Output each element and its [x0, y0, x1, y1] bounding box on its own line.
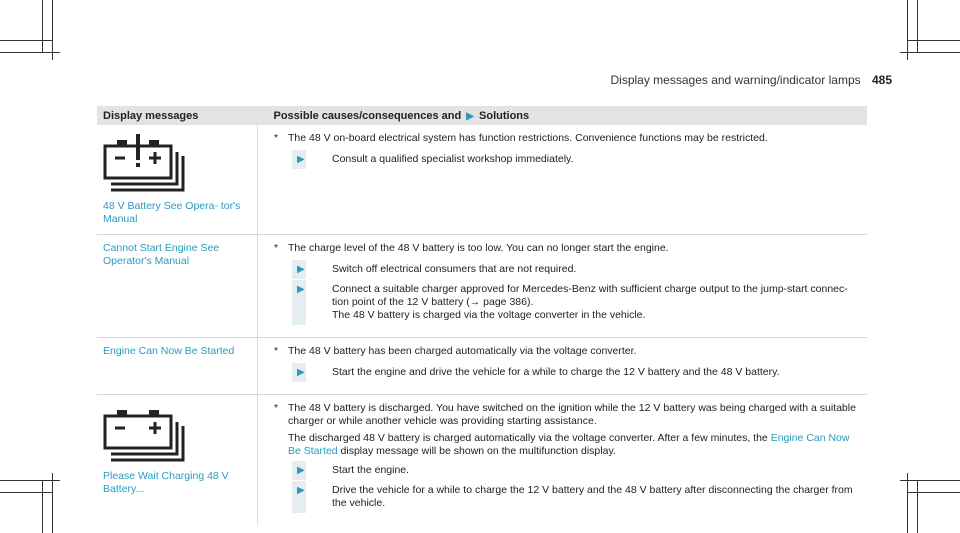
step-text: Consult a qualified specialist workshop immediately. — [332, 153, 574, 165]
crop-mark — [42, 0, 43, 52]
solution-step — [288, 263, 861, 276]
step-arrow-icon: ▶ — [297, 264, 305, 275]
crop-mark — [907, 473, 908, 533]
crop-mark — [0, 40, 52, 41]
step-arrow-icon: ▶ — [297, 284, 305, 295]
cause-text: * The 48 V battery is discharged. You have switched on the ignition while the 12 V battery was being charged with a suitable charger or while another vehicle was providing starting assistance. — [274, 402, 861, 428]
table-row — [97, 395, 867, 526]
info-paragraph — [288, 432, 861, 458]
solution-cell — [258, 338, 868, 395]
crop-mark — [0, 492, 52, 493]
battery-warning-icon — [103, 132, 189, 192]
solution-step — [288, 484, 861, 510]
crop-mark — [917, 0, 918, 52]
step-text: Drive the vehicle for a while to charge the 12 V battery and the 48 V battery after disconnecting the charger from the vehicle. — [332, 484, 853, 509]
solution-step — [288, 153, 861, 166]
paragraph-text: display message will be shown on the multifunction display. — [340, 445, 616, 457]
solution-arrow-icon: ▶ — [466, 110, 474, 122]
column-header-solutions-label: Solutions — [479, 109, 530, 122]
message-cell — [97, 125, 258, 235]
step-text: Start the engine and drive the vehicle for a while to charge the 12 V battery and the 48 V battery. — [332, 366, 780, 378]
column-header-messages: Display messages — [97, 106, 258, 125]
step-arrow-icon: ▶ — [297, 485, 305, 496]
crop-mark — [907, 0, 908, 60]
message-reference: Engine Can Now Be Started — [288, 432, 850, 457]
table-row — [97, 235, 867, 338]
message-text: 48 V Battery See Opera- tor's Manual — [103, 200, 241, 225]
paragraph-text: The discharged 48 V battery is charged automatically via the voltage converter. After a few minutes, the — [288, 432, 768, 444]
crop-mark — [900, 52, 960, 53]
crop-mark — [908, 40, 960, 41]
column-header-solutions — [258, 106, 868, 125]
solution-step — [288, 464, 861, 477]
message-text: Cannot Start Engine See Operator's Manual — [103, 242, 220, 267]
crop-mark — [917, 481, 918, 533]
header-title: Display messages and warning/indicator lamps — [610, 73, 861, 87]
message-cell — [97, 235, 258, 338]
table-header-row — [97, 106, 867, 125]
message-cell — [97, 395, 258, 526]
crop-mark — [908, 492, 960, 493]
message-cell — [97, 338, 258, 395]
step-text: Connect a suitable charger approved for Mercedes-Benz with sufficient charge output to the jump-start connec- tion point of the 12 V battery (→ page 386). — [332, 283, 848, 308]
crop-mark — [52, 473, 53, 533]
page-header — [611, 73, 893, 87]
crop-mark — [42, 481, 43, 533]
solution-step — [288, 366, 861, 379]
crop-mark — [900, 480, 960, 481]
table-row — [97, 338, 867, 395]
column-header-text: Possible causes/consequences and — [273, 109, 462, 122]
step-arrow-icon: ▶ — [297, 367, 305, 378]
crop-mark — [52, 0, 53, 60]
solution-cell — [258, 235, 868, 338]
page-number: 485 — [871, 73, 892, 87]
solution-cell — [258, 395, 868, 526]
table-row — [97, 125, 867, 235]
messages-table — [97, 106, 867, 525]
message-text: Engine Can Now Be Started — [103, 345, 235, 357]
solution-cell — [258, 125, 868, 235]
step-arrow-icon: ▶ — [297, 154, 305, 165]
step-text: The 48 V battery is charged via the voltage converter in the vehicle. — [332, 309, 646, 321]
step-text: Switch off electrical consumers that are not required. — [332, 263, 577, 275]
cause-text: * The charge level of the 48 V battery is too low. You can no longer start the engine. — [274, 242, 861, 255]
message-text: Please Wait Charging 48 V Battery... — [103, 470, 229, 495]
crop-mark — [0, 52, 60, 53]
crop-mark — [0, 480, 60, 481]
battery-icon — [103, 402, 189, 462]
cause-text: * The 48 V battery has been charged automatically via the voltage converter. — [274, 345, 861, 358]
step-text: Start the engine. — [332, 464, 410, 476]
solution-step — [288, 283, 861, 322]
step-arrow-icon: ▶ — [297, 465, 305, 476]
cause-text: * The 48 V on-board electrical system has function restrictions. Convenience functions may be restricted. — [274, 132, 861, 145]
